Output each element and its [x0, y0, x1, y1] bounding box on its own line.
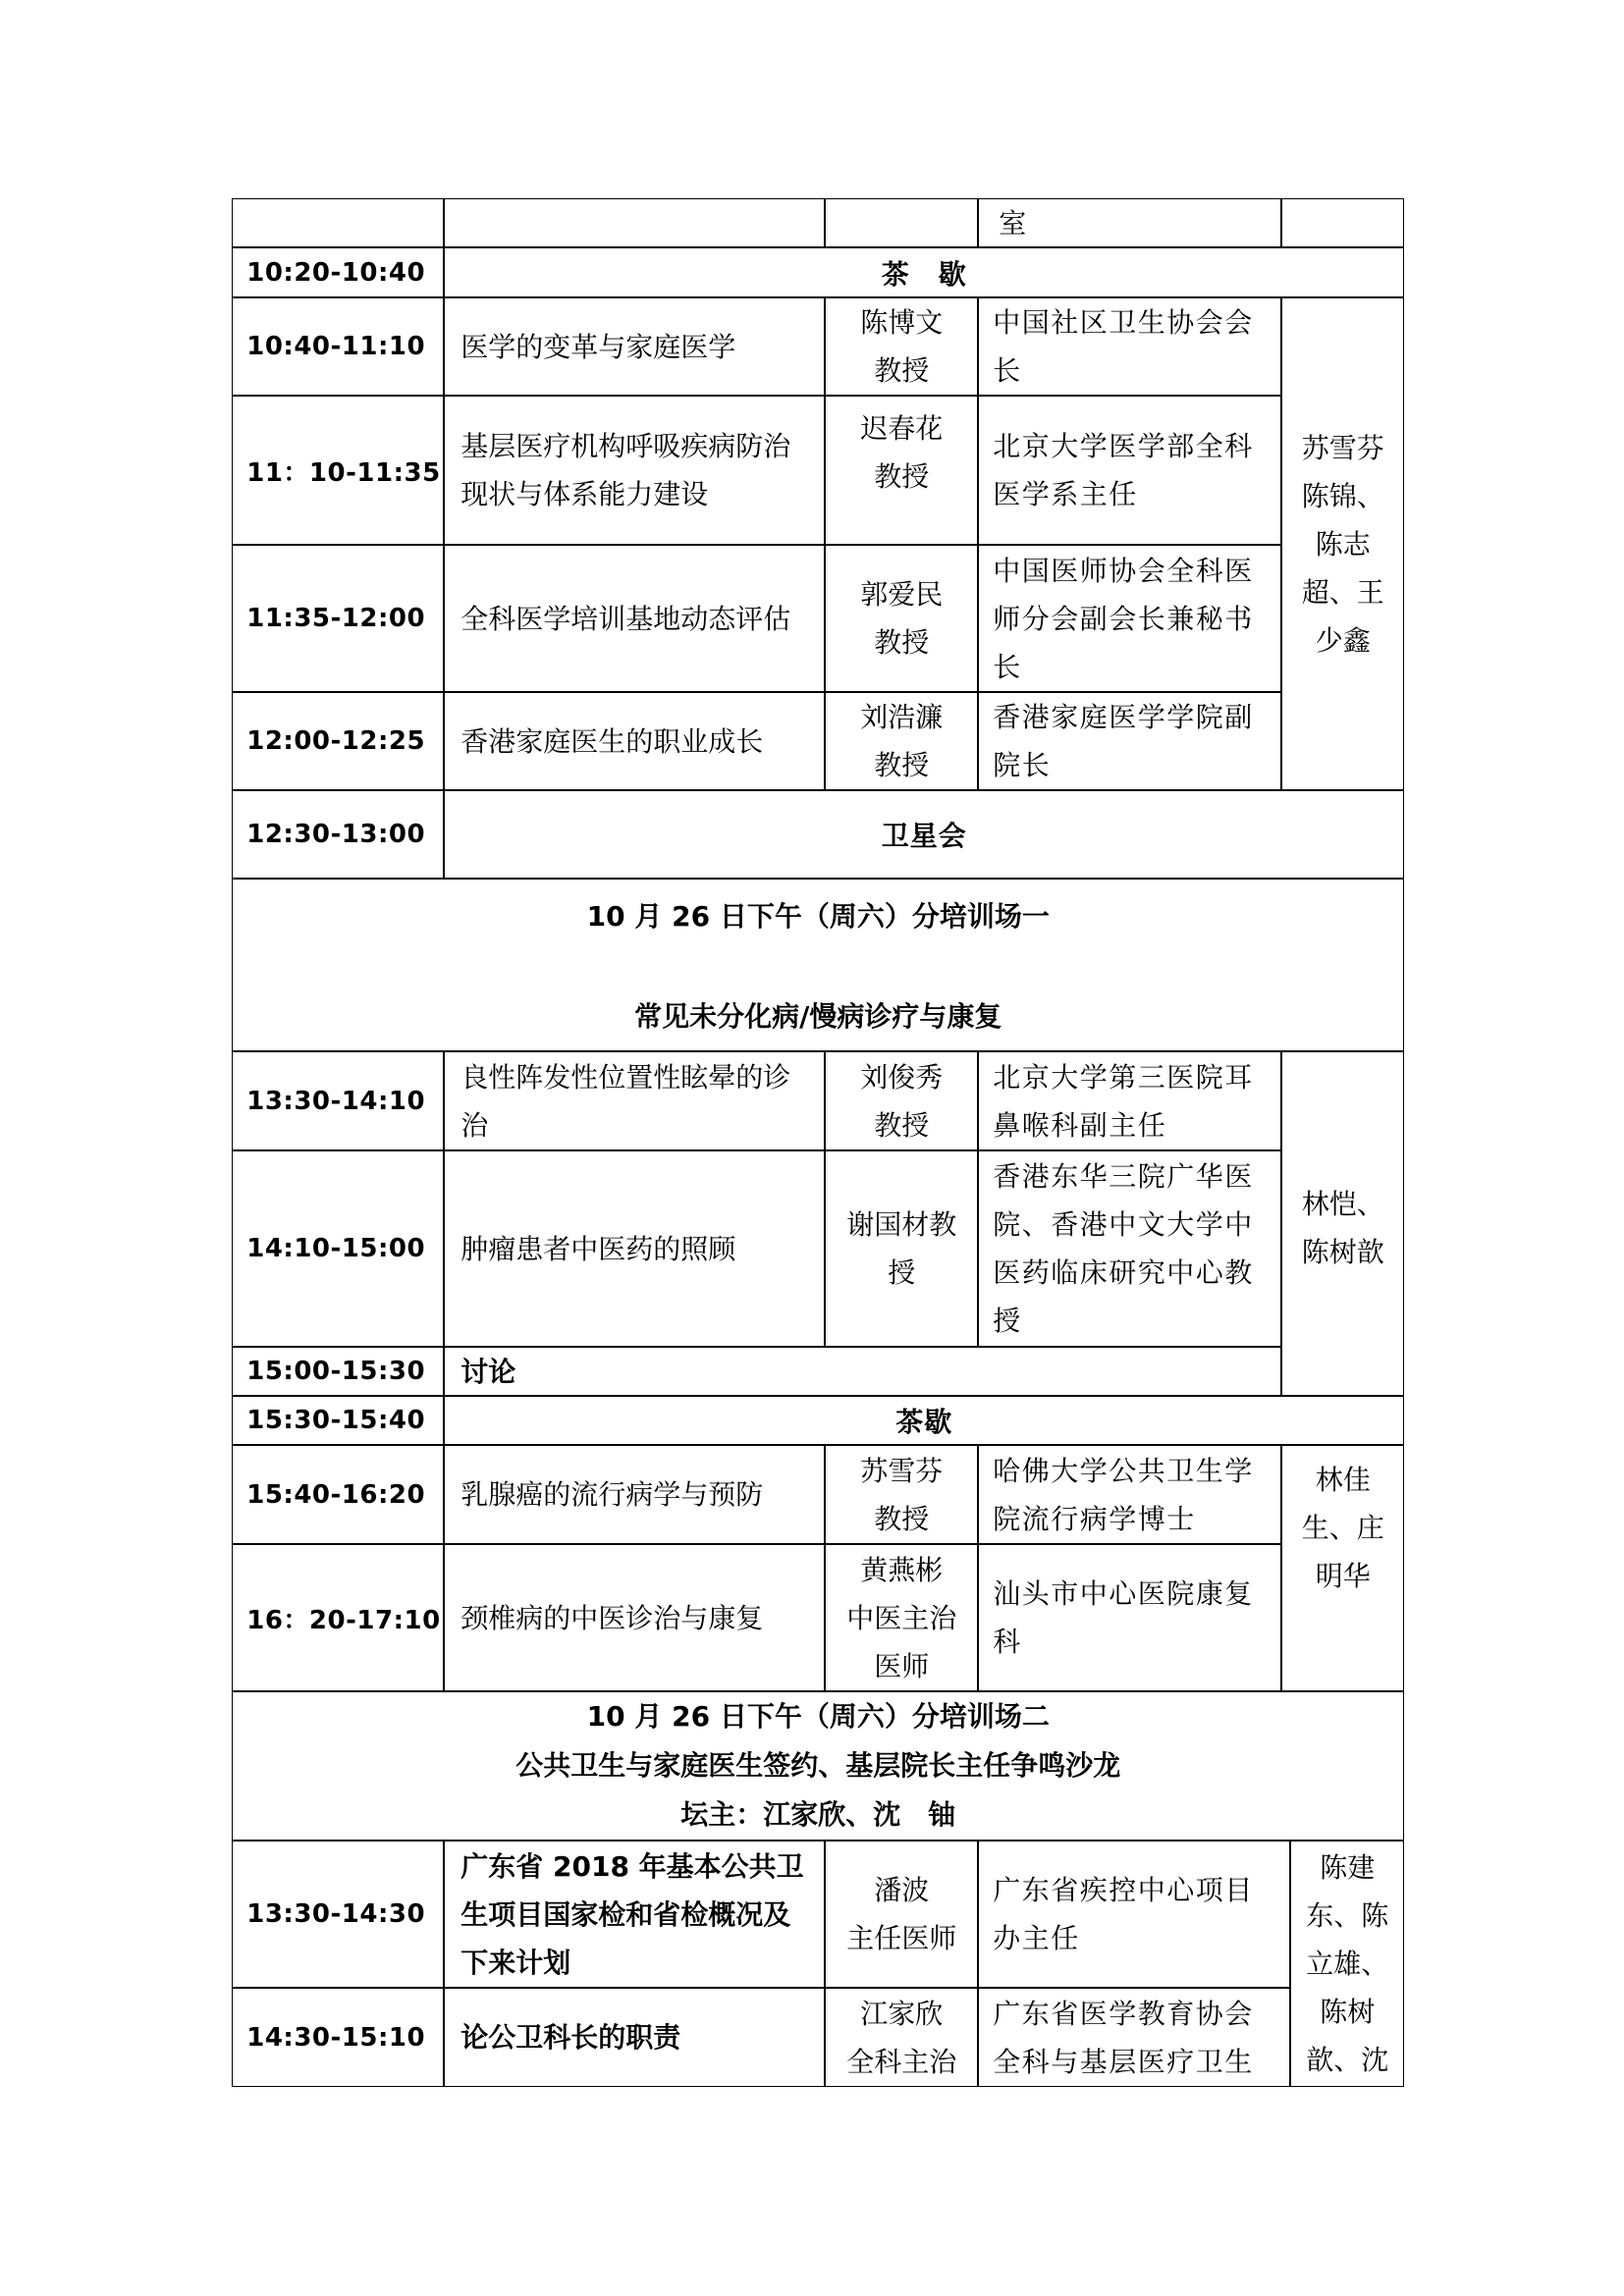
time-text: 16：20-17:10: [246, 1605, 441, 1635]
section-subtitle: 公共卫生与家庭医生签约、基层院长主任争鸣沙龙: [515, 1749, 1121, 1783]
time-cell: [232, 297, 444, 396]
time-cell: [232, 545, 444, 692]
unit-cell: [978, 1841, 1290, 1988]
topic-text: 颈椎病的中医诊治与康复: [460, 1601, 764, 1634]
speaker-cell: [825, 1051, 978, 1150]
time-text: 15:30-15:40: [246, 1406, 426, 1436]
unit-text: 汕头市中心医院康复 科: [993, 1577, 1254, 1659]
time-cell: [232, 247, 444, 297]
speaker-text: 黄燕彬 中医主治 医师: [846, 1553, 957, 1682]
host-text: 林恺、 陈树歆: [1301, 1188, 1384, 1269]
unit-cell: [978, 1051, 1281, 1150]
speaker-cell: [825, 1445, 978, 1544]
speaker-cell: [825, 1988, 978, 2087]
time-cell: [232, 396, 444, 545]
speaker-cell: [825, 1544, 978, 1691]
topic-cell: [444, 297, 825, 396]
speaker-cell: [825, 396, 978, 545]
time-cell: [232, 1396, 444, 1445]
time-text: 10:40-11:10: [246, 332, 426, 362]
speaker-cell: [825, 297, 978, 396]
unit-cell: [978, 1445, 1281, 1544]
break-cell: [444, 1396, 1404, 1445]
host-text: 林佳 生、庄 明华: [1301, 1464, 1384, 1593]
speaker-cell: [825, 1841, 978, 1988]
unit-text: 哈佛大学公共卫生学 院流行病学博士: [993, 1454, 1254, 1535]
satellite-label: 卫星会: [881, 820, 967, 853]
topic-cell: [444, 1445, 825, 1544]
host-cell: [1281, 297, 1404, 790]
time-text: 15:40-16:20: [246, 1479, 426, 1510]
time-text: 10:20-10:40: [246, 257, 426, 288]
topic-text: 全科医学培训基地动态评估: [460, 602, 791, 635]
topic-cell: [444, 545, 825, 692]
topic-cell: [444, 396, 825, 545]
time-text: 12:30-13:00: [246, 820, 426, 850]
topic-text: 广东省 2018 年基本公共卫 生项目国家检和省检概况及 下来计划: [460, 1849, 804, 1979]
speaker-cell: [825, 1150, 978, 1347]
speaker-text: 苏雪芬 教授: [860, 1454, 944, 1535]
speaker-cell: [825, 692, 978, 790]
time-cell: [232, 1841, 444, 1988]
time-cell: [232, 1051, 444, 1150]
host-text: 陈建 东、陈 立雄、 陈树 歆、沈: [1306, 1851, 1389, 2077]
unit-text: 中国医师协会全科医 师分会副会长兼秘书 长: [993, 554, 1254, 683]
host-text: 苏雪芬 陈锦、 陈志 超、王 少鑫: [1301, 432, 1384, 658]
topic-cell: [444, 1988, 825, 2087]
time-cell: [232, 1150, 444, 1347]
time-cell: [232, 1347, 444, 1396]
section-header: [232, 1691, 1404, 1841]
topic-text: 乳腺癌的流行病学与预防: [460, 1478, 764, 1512]
section-title: 10 月 26 日下午（周六）分培训场一: [586, 900, 1050, 934]
time-text: 11：10-11:35: [246, 457, 441, 488]
speaker-text: 刘俊秀 教授: [860, 1060, 944, 1142]
topic-cell: [444, 1841, 825, 1988]
topic-cell: [444, 1150, 825, 1347]
topic-text: 良性阵发性位置性眩晕的诊 治: [460, 1060, 791, 1142]
satellite-cell: [444, 790, 1404, 879]
speaker-cell: [825, 545, 978, 692]
unit-text: 香港东华三院广华医 院、香港中文大学中 医药临床研究中心教 授: [993, 1160, 1254, 1338]
unit-cell: [978, 396, 1281, 545]
time-text: 13:30-14:30: [246, 1899, 426, 1930]
topic-cell: [444, 198, 825, 247]
unit-text: 广东省医学教育协会 全科与基层医疗卫生: [993, 1997, 1254, 2078]
speaker-text: 刘浩濂 教授: [860, 701, 944, 782]
host-cell: [1281, 1051, 1404, 1396]
unit-cell: [978, 1988, 1290, 2087]
speaker-text: 谢国材教 授: [846, 1208, 957, 1290]
unit-text: 广东省疾控中心项目 办主任: [993, 1874, 1254, 1955]
break-cell: [444, 247, 1404, 297]
time-cell: [232, 692, 444, 790]
unit-cell: [978, 545, 1281, 692]
section-header: [232, 879, 1404, 1051]
topic-cell: [444, 692, 825, 790]
discussion-cell: [444, 1347, 1281, 1396]
unit-text: 北京大学第三医院耳 鼻喉科副主任: [993, 1060, 1254, 1142]
break-label: 茶 歇: [881, 257, 967, 291]
topic-cell: [444, 1051, 825, 1150]
time-cell: [232, 790, 444, 879]
unit-text: 中国社区卫生协会会 长: [993, 306, 1254, 388]
time-text: 12:00-12:25: [246, 726, 426, 757]
unit-cell: [978, 1150, 1281, 1347]
section-hosts: 坛主：江家欣、沈 铀: [680, 1798, 956, 1832]
time-cell: [232, 1445, 444, 1544]
topic-cell: [444, 1544, 825, 1691]
discussion-label: 讨论: [460, 1355, 516, 1388]
unit-cell: [978, 297, 1281, 396]
speaker-text: 郭爱民 教授: [860, 578, 944, 660]
topic-text: 论公卫科长的职责: [460, 2021, 681, 2055]
time-text: 11:35-12:00: [246, 604, 426, 634]
section-subtitle: 常见未分化病/慢病诊疗与康复: [634, 1000, 1002, 1034]
speaker-cell: [825, 198, 978, 247]
time-cell: [232, 1544, 444, 1691]
host-cell: [1290, 1841, 1404, 2087]
time-text: 13:30-14:10: [246, 1086, 426, 1116]
time-text: 14:30-15:10: [246, 2022, 426, 2053]
unit-text: 北京大学医学部全科 医学系主任: [993, 430, 1254, 511]
time-cell: [232, 198, 444, 247]
speaker-text: 江家欣 全科主治: [846, 1997, 957, 2078]
section-title: 10 月 26 日下午（周六）分培训场二: [586, 1700, 1050, 1734]
topic-text: 基层医疗机构呼吸疾病防治 现状与体系能力建设: [460, 430, 791, 511]
time-cell: [232, 1988, 444, 2087]
unit-cell: [978, 1544, 1281, 1691]
time-text: 15:00-15:30: [246, 1357, 426, 1387]
host-cell: [1281, 1445, 1404, 1691]
unit-cell: [978, 198, 1281, 247]
speaker-text: 陈博文 教授: [860, 306, 944, 388]
unit-cell: [978, 692, 1281, 790]
break-label: 茶歇: [895, 1406, 953, 1439]
topic-text: 肿瘤患者中医药的照顾: [460, 1232, 736, 1265]
host-cell: [1281, 198, 1404, 247]
time-text: 14:10-15:00: [246, 1234, 426, 1264]
speaker-text: 潘波 主任医师: [846, 1874, 957, 1955]
unit-text: 室: [999, 206, 1028, 240]
speaker-text: 迟春花 教授: [860, 412, 944, 494]
topic-text: 医学的变革与家庭医学: [460, 330, 736, 363]
unit-text: 香港家庭医学学院副 院长: [993, 701, 1254, 782]
topic-text: 香港家庭医生的职业成长: [460, 724, 764, 758]
